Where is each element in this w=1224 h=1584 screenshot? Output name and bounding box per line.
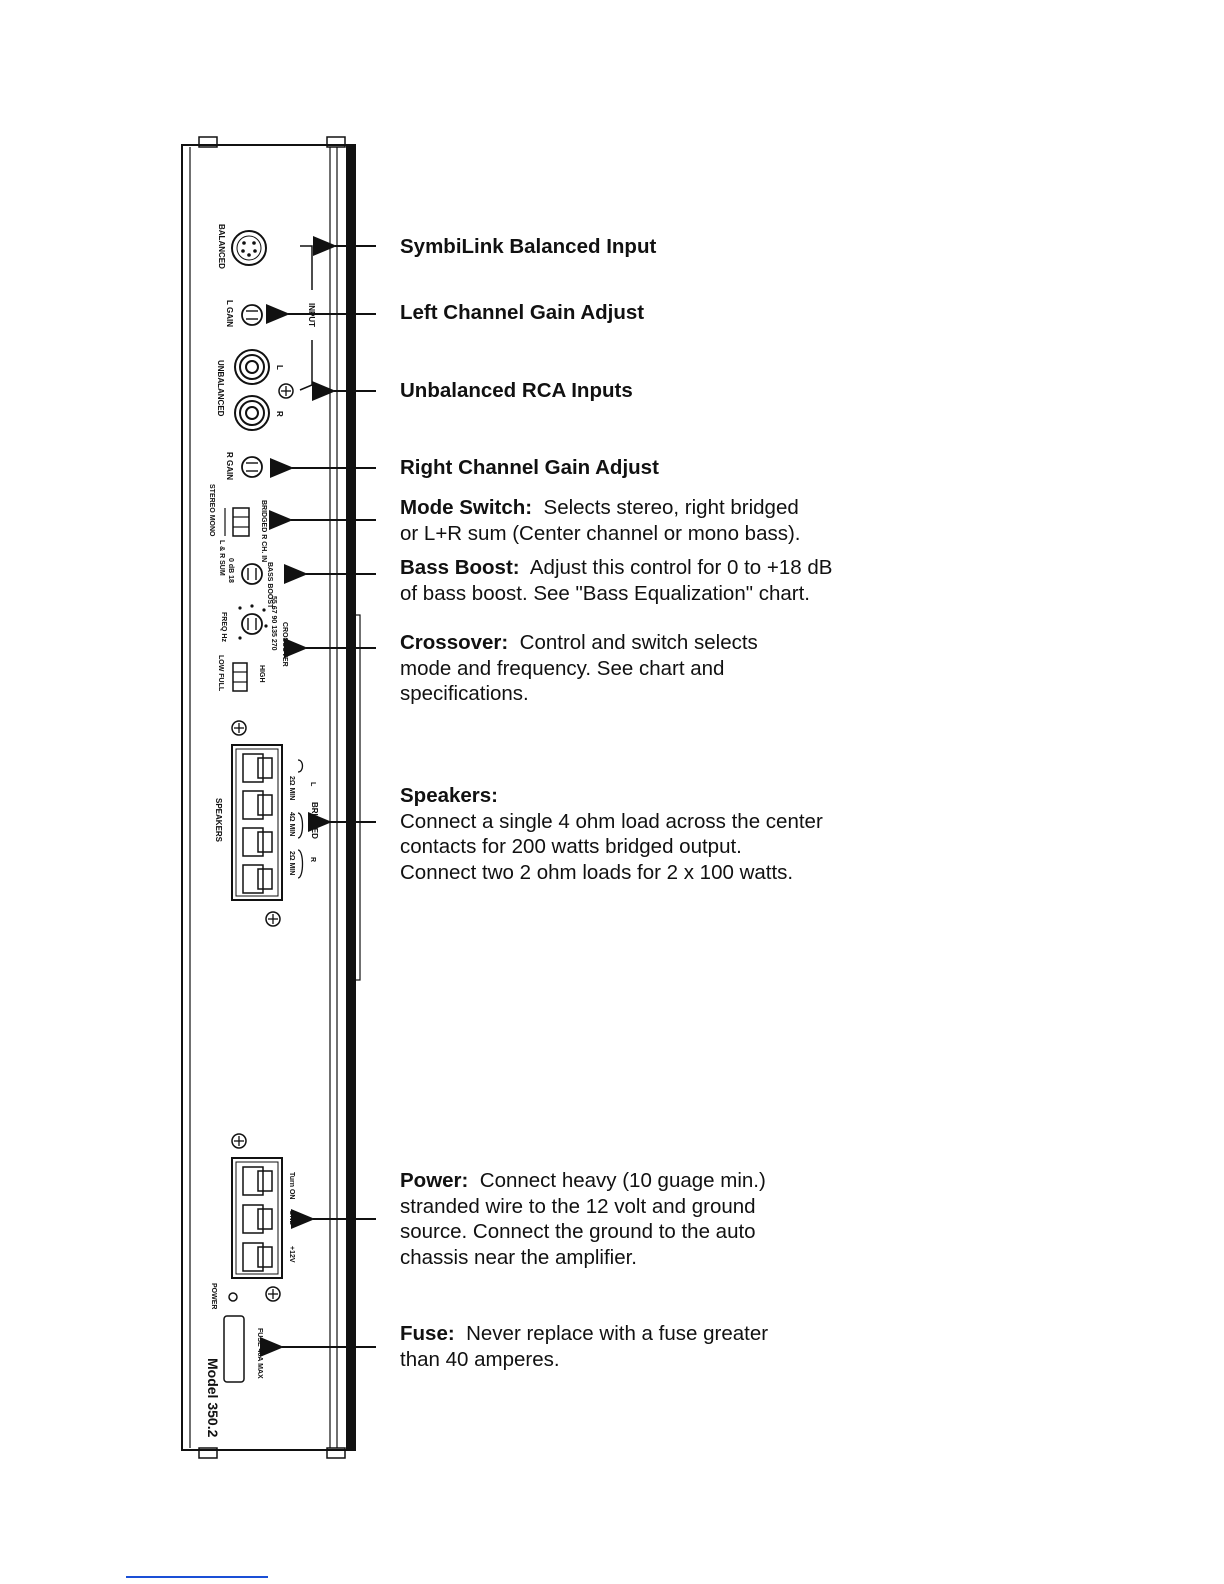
callout-bass-desc-1: Adjust this control for 0 to +18 dB xyxy=(529,556,833,579)
l-gain-label: L GAIN xyxy=(225,300,234,327)
speakers-label: SPEAKERS xyxy=(214,798,223,843)
callout-right-gain xyxy=(400,455,659,481)
rca-jack-right[interactable] xyxy=(235,396,269,430)
amplifier-chassis xyxy=(182,137,360,1458)
callout-fuse-desc-1: Never replace with a fuse greater xyxy=(466,1322,769,1345)
fuse-label: FUSE 40A MAX xyxy=(256,1328,263,1379)
turn-on-label: Turn ON xyxy=(288,1172,295,1200)
callout-bass xyxy=(400,555,832,606)
lr-sum-label: L & R SUM xyxy=(218,540,225,576)
low-full-label: LOW FULL xyxy=(217,655,224,692)
callout-rca xyxy=(400,378,633,404)
power-led xyxy=(229,1293,237,1301)
model-label: Model 350.2 xyxy=(205,1358,221,1438)
callout-arrows xyxy=(282,246,376,1347)
callout-power-desc-1: Connect heavy (10 guage min.) xyxy=(479,1169,766,1192)
callout-right-gain-title: Right Channel Gain Adjust xyxy=(400,456,659,479)
callout-crossover-desc-2: mode and frequency. See chart and xyxy=(400,656,725,680)
callout-crossover-desc-1: Control and switch selects xyxy=(519,631,758,654)
plus12v-label: +12V xyxy=(288,1246,295,1263)
mode-switch[interactable] xyxy=(225,508,249,536)
callout-fuse xyxy=(400,1321,768,1372)
symbilink-connector[interactable] xyxy=(232,231,266,265)
bass-scale-label: 0 dB 18 xyxy=(227,558,234,583)
callout-fuse-desc-2: than 40 amperes. xyxy=(400,1347,560,1371)
two-ohm-l-label: 2Ω MIN xyxy=(288,776,295,801)
rca-l-label: L xyxy=(275,365,284,370)
right-gain-knob[interactable] xyxy=(242,457,262,477)
callout-power-desc-3: source. Connect the ground to the auto xyxy=(400,1220,756,1243)
callout-crossover xyxy=(400,630,758,707)
speaker-l-label: L xyxy=(309,782,316,787)
r-gain-label: R GAIN xyxy=(225,452,234,480)
power-led-label: POWER xyxy=(210,1283,217,1310)
callout-symbilink xyxy=(400,234,656,260)
fuse-holder[interactable] xyxy=(224,1316,244,1382)
callout-speakers xyxy=(400,783,823,885)
callout-speakers-desc-2: contacts for 200 watts bridged output. xyxy=(400,835,742,858)
callout-power-desc-2: stranded wire to the 12 volt and ground xyxy=(400,1194,756,1218)
callout-left-gain xyxy=(400,300,644,326)
callout-rca-title: Unbalanced RCA Inputs xyxy=(400,379,633,402)
callout-mode-desc-1: Selects stereo, right bridged xyxy=(543,496,799,519)
callout-mode-title: Mode Switch: xyxy=(400,496,533,519)
speakers-bridged-label: BRIDGED xyxy=(310,802,319,839)
footer-link-underline[interactable] xyxy=(126,1576,268,1578)
rca-r-label: R xyxy=(275,411,284,417)
callout-left-gain-title: Left Channel Gain Adjust xyxy=(400,301,645,324)
high-label: HIGH xyxy=(258,665,265,683)
bass-boost-knob[interactable] xyxy=(242,564,262,584)
freq-values-label: 55 67 90 135 270 xyxy=(270,596,277,651)
screw-speakers-bottom xyxy=(266,912,280,926)
callout-power-title: Power: xyxy=(400,1169,469,1192)
callout-bass-title: Bass Boost: xyxy=(400,556,520,579)
bass-boost-label: BASS BOOST xyxy=(266,562,273,609)
bridged-label: BRIDGED R CH. IN xyxy=(260,500,267,563)
callout-fuse-title: Fuse: xyxy=(400,1322,455,1345)
callout-mode xyxy=(400,495,801,546)
freq-hz-label: FREQ Hz xyxy=(220,612,227,642)
callout-bass-desc-2: of bass boost. See "Bass Equalization" chart. xyxy=(400,581,810,605)
four-ohm-label: 4Ω MIN xyxy=(288,812,295,837)
crossover-switch[interactable] xyxy=(233,663,247,691)
input-label: INPUT xyxy=(307,303,316,327)
crossover-label: CROSSOVER xyxy=(281,622,288,667)
callout-crossover-title: Crossover: xyxy=(400,631,509,654)
callout-speakers-desc-1: Connect a single 4 ohm load across the center xyxy=(400,809,823,833)
screw-speakers-top xyxy=(232,721,246,735)
screw-rca xyxy=(279,384,293,398)
left-gain-knob[interactable] xyxy=(242,305,262,325)
speaker-r-label: R xyxy=(309,857,316,863)
crossover-knob[interactable] xyxy=(238,604,267,639)
callout-symbilink-title: SymbiLink Balanced Input xyxy=(400,235,657,258)
callout-speakers-desc-3: Connect two 2 ohm loads for 2 x 100 watts. xyxy=(400,860,794,884)
callout-power-desc-4: chassis near the amplifier. xyxy=(400,1245,638,1269)
rca-jack-left[interactable] xyxy=(235,350,269,384)
callout-speakers-title: Speakers: xyxy=(400,784,499,807)
screw-power-top xyxy=(232,1134,246,1148)
power-terminal-block[interactable] xyxy=(232,1158,282,1278)
unbalanced-label: UNBALANCED xyxy=(216,360,225,417)
screw-power-bottom xyxy=(266,1287,280,1301)
balanced-label: BALANCED xyxy=(217,224,226,269)
stereo-mono-label: STEREO MONO xyxy=(208,484,215,537)
callout-power xyxy=(400,1168,766,1270)
callout-mode-desc-2: or L+R sum (Center channel or mono bass). xyxy=(400,521,801,545)
gnd-label: GND xyxy=(288,1210,295,1226)
two-ohm-r-label: 2Ω MIN xyxy=(288,851,295,876)
callout-crossover-desc-3: specifications. xyxy=(400,682,529,705)
